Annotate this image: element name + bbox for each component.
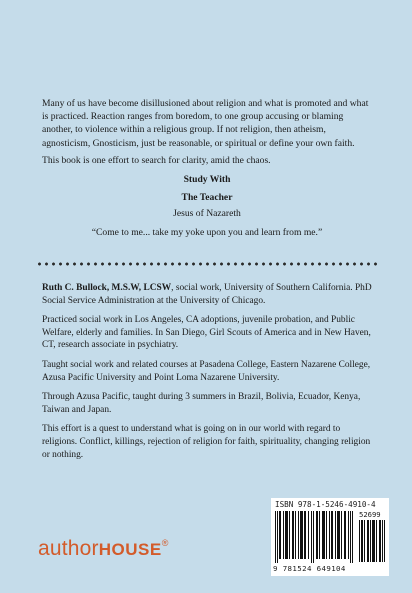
bio-paragraph-5: This effort is a quest to understand what is going on in our world with regard to religions. Conflict, killings, rejection of religion for faith, spirituality, changing religion or nothing.	[42, 424, 371, 460]
authorhouse-logo	[38, 537, 169, 561]
author-name: Ruth C. Bullock, M.S.W, LCSW	[42, 283, 172, 293]
scripture-quote: “Come to me... take my yoke upon you and learn from me.”	[91, 226, 323, 238]
blurb-paragraph-2: This book is one effort to search for clarity, amid the chaos.	[42, 154, 271, 166]
bio-paragraph-1-text: , social work, University of Southern California. PhD Social Service Administration at the University of Chicago.	[42, 283, 372, 306]
dotted-divider	[36, 262, 381, 266]
barcode-digits: 9 781524 649104	[273, 564, 346, 573]
price-barcode-bars	[359, 520, 385, 562]
price-code: 52699	[359, 510, 381, 519]
logo-author-text: author	[38, 537, 99, 560]
blurb-paragraph-1: Many of us have become disillusioned about religion and what is promoted and what is practiced. Reaction ranges from boredom, to one group accusing or blaming another, to violence within a religious group. If not religion, then atheism, agnosticism, Gnosticism, just be reasonable, or spiritual or define your own faith.	[42, 98, 369, 149]
ean-barcode-bars	[275, 511, 355, 563]
bio-paragraph-1	[42, 282, 376, 307]
isbn-label: ISBN 978-1-5246-4910-4	[275, 500, 376, 509]
bio-paragraph-3: Taught social work and related courses at Pasadena College, Eastern Nazarene College, Azusa Pacific University and Point Loma Nazarene University.	[42, 359, 371, 383]
jesus-line: Jesus of Nazareth	[173, 208, 241, 220]
blurb	[42, 97, 372, 239]
logo-registered-mark: ®	[161, 538, 169, 548]
logo-house-text: HOUSE	[98, 540, 162, 559]
study-with-heading: Study With	[183, 174, 231, 186]
bio-paragraph-2: Practiced social work in Los Angeles, CA adoptions, juvenile probation, and Public Welfare, elderly and families. In San Diego, Girl Scouts of America and in New Haven, CT, research associate in psychiatry.	[42, 315, 371, 351]
bio-paragraph-4: Through Azusa Pacific, taught during 3 summers in Brazil, Bolivia, Ecuador, Kenya, Taiwan and Japan.	[42, 392, 361, 415]
the-teacher-heading: The Teacher	[181, 192, 233, 204]
author-bio	[42, 282, 376, 468]
barcode	[271, 498, 389, 576]
